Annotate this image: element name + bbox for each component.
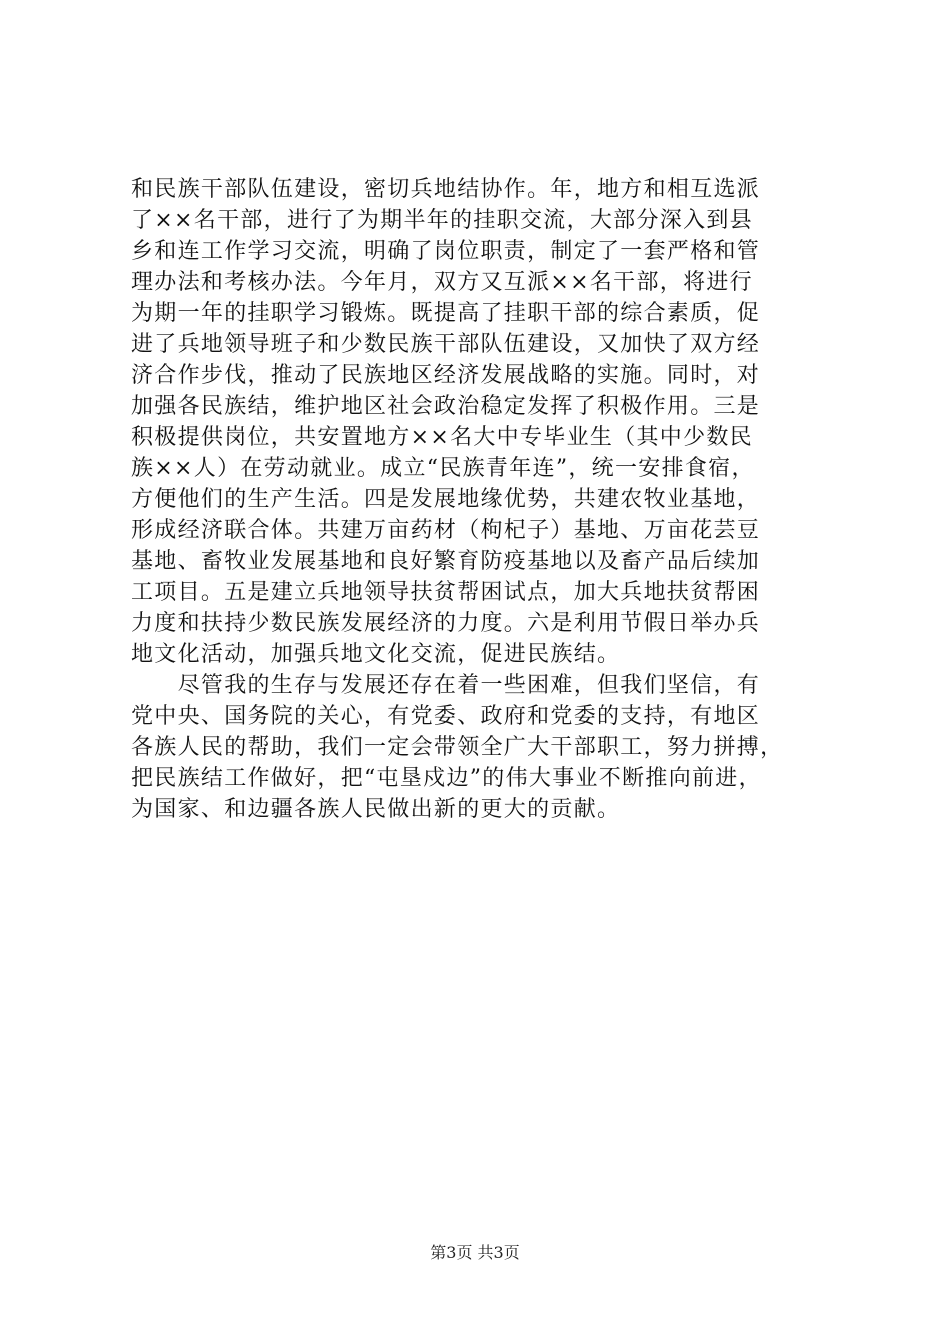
text-line: 乡和连工作学习交流，明确了岗位职责，制定了一套严格和管	[131, 239, 761, 264]
text-line: 了××名干部，进行了为期半年的挂职交流，大部分深入到县	[131, 208, 753, 233]
text-line: 地文化活动，加强兵地文化交流，促进民族结。	[131, 642, 621, 667]
text-line: 形成经济联合体。共建万亩药材（枸杞子）基地、万亩花芸豆	[131, 518, 761, 543]
text-line: 为期一年的挂职学习锻炼。既提高了挂职干部的综合素质，促	[131, 301, 761, 326]
text-line: 加强各民族结，维护地区社会政治稳定发挥了积极作用。三是	[131, 394, 761, 419]
text-line: 把民族结工作做好，把“屯垦戍边”的伟大事业不断推向前进，	[131, 766, 762, 791]
text-line: 基地、畜牧业发展基地和良好繁育防疫基地以及畜产品后续加	[131, 549, 761, 574]
text-line: 积极提供岗位，共安置地方××名大中专毕业生（其中少数民	[131, 425, 753, 450]
text-line: 族××人）在劳动就业。成立“民族青年连”，统一安排食宿，	[131, 456, 755, 481]
text-line: 党中央、国务院的关心，有党委、政府和党委的支持，有地区	[131, 704, 761, 729]
text-line: 力度和扶持少数民族发展经济的力度。六是利用节假日举办兵	[131, 611, 761, 636]
text-line: 各族人民的帮助，我们一定会带领全广大干部职工，努力拼搏，	[131, 735, 784, 760]
text-line: 工项目。五是建立兵地领导扶贫帮困试点，加大兵地扶贫帮困	[131, 580, 761, 605]
text-line: 为国家、和边疆各族人民做出新的更大的贡献。	[131, 797, 621, 822]
text-line: 济合作步伐，推动了民族地区经济发展战略的实施。同时，对	[131, 363, 761, 388]
page-footer: 第3页 共3页	[430, 1243, 520, 1262]
text-line: 理办法和考核办法。今年月，双方又互派××名干部，将进行	[131, 270, 753, 295]
text-line: 进了兵地领导班子和少数民族干部队伍建设，又加快了双方经	[131, 332, 761, 357]
text-line: 尽管我的生存与发展还存在着一些困难，但我们坚信，有	[131, 673, 761, 698]
body-text	[131, 174, 831, 825]
text-line: 和民族干部队伍建设，密切兵地结协作。年，地方和相互选派	[131, 177, 761, 202]
text-line: 方便他们的生产生活。四是发展地缘优势，共建农牧业基地，	[131, 487, 761, 512]
